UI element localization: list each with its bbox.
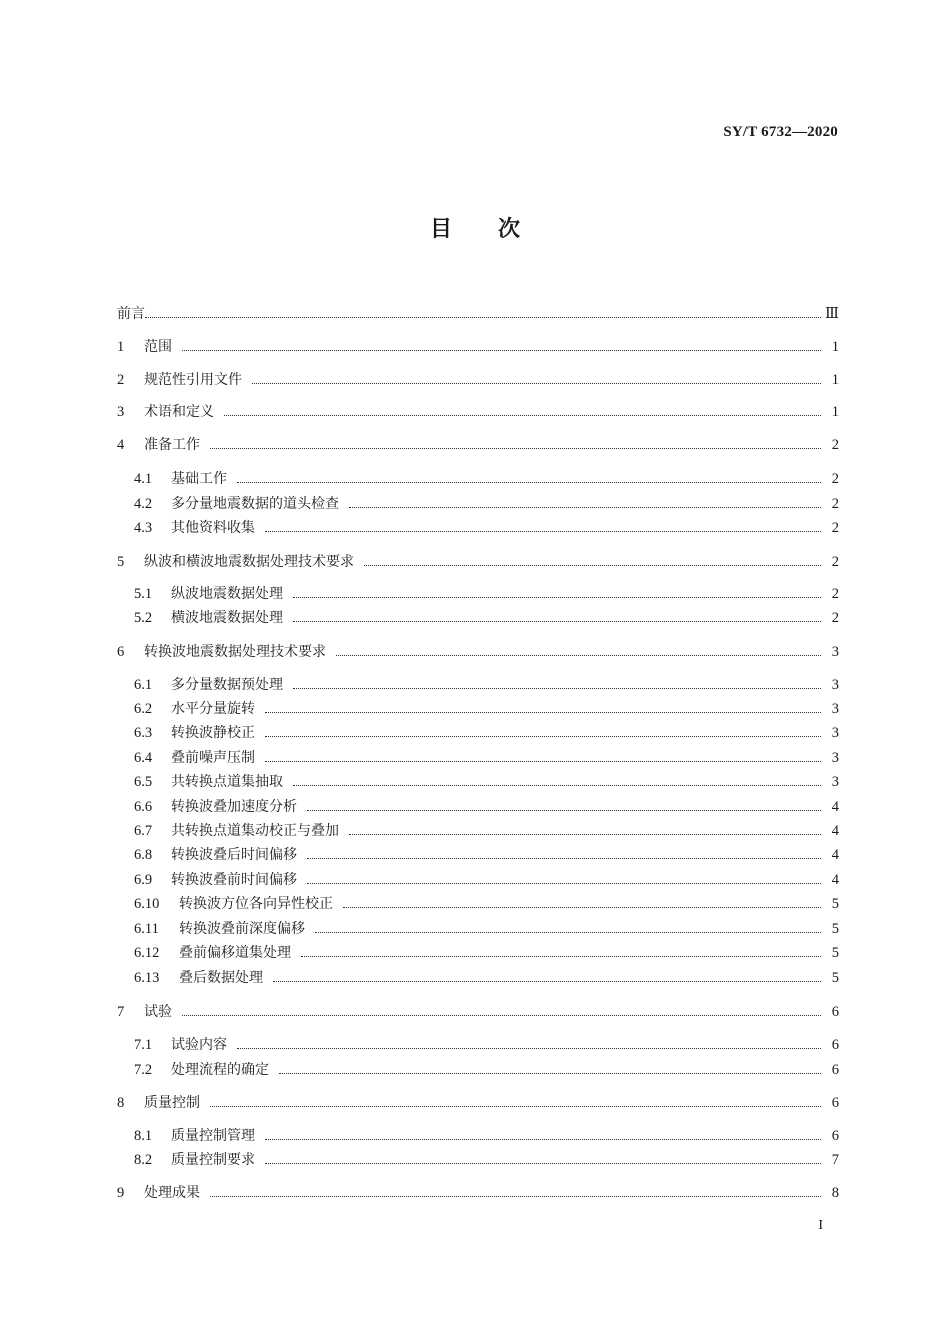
toc-entry-number: 6.12 xyxy=(134,945,160,961)
toc-entry-page: 3 xyxy=(831,644,839,660)
toc-entry-page: 6 xyxy=(831,1095,839,1111)
toc-entry-page: 4 xyxy=(831,872,839,888)
toc-entry-label: 准备工作 xyxy=(144,437,200,453)
toc-entry-label: 纵波地震数据处理 xyxy=(171,586,283,602)
dot-leader xyxy=(293,607,823,629)
toc-entry-number: 4.1 xyxy=(134,471,153,487)
toc-entry-number: 4.2 xyxy=(134,496,153,512)
toc-entry-page: 2 xyxy=(831,610,839,626)
toc-entry-page: 3 xyxy=(831,750,839,766)
footer-page-number: I xyxy=(818,1218,823,1233)
toc-entry-page: 2 xyxy=(831,471,839,487)
toc-entry[interactable] xyxy=(134,607,839,629)
toc-entry-label: 质量控制管理 xyxy=(171,1128,255,1144)
toc-entry-number: 6.3 xyxy=(134,725,153,741)
dot-leader xyxy=(279,1059,823,1081)
toc-entry[interactable] xyxy=(117,401,839,423)
toc-entry-number: 7.2 xyxy=(134,1062,153,1078)
dot-leader xyxy=(364,551,823,573)
toc-entry-label: 试验 xyxy=(144,1004,172,1020)
toc-entry-page: Ⅲ xyxy=(825,306,839,322)
dot-leader xyxy=(265,1149,823,1171)
toc-entry-page: 3 xyxy=(831,725,839,741)
toc-entry-page: 6 xyxy=(831,1037,839,1053)
toc-entry-number: 6.6 xyxy=(134,799,153,815)
toc-entry[interactable] xyxy=(134,674,839,696)
toc-entry-number: 5.2 xyxy=(134,610,153,626)
toc-entry-page: 8 xyxy=(831,1185,839,1201)
toc-entry-number: 4 xyxy=(117,437,125,453)
toc-entry-label: 转换波叠加速度分析 xyxy=(171,799,297,815)
toc-entry[interactable] xyxy=(117,641,839,663)
toc-entry-page: 2 xyxy=(831,586,839,602)
toc-entry-label: 质量控制 xyxy=(144,1095,200,1111)
toc-entry-page: 3 xyxy=(831,701,839,717)
toc-entry-page: 2 xyxy=(831,496,839,512)
toc-entry[interactable] xyxy=(134,583,839,605)
toc-entry[interactable] xyxy=(134,771,839,793)
toc-entry-number: 6.7 xyxy=(134,823,153,839)
toc-title xyxy=(0,212,950,243)
dot-leader xyxy=(237,468,823,490)
dot-leader xyxy=(293,583,823,605)
dot-leader xyxy=(182,336,823,358)
toc-entry-page: 1 xyxy=(831,339,839,355)
toc-entry-page: 4 xyxy=(831,799,839,815)
toc-entry-page: 4 xyxy=(831,847,839,863)
toc-entry[interactable] xyxy=(134,1034,839,1056)
toc-entry-page: 2 xyxy=(831,437,839,453)
dot-leader xyxy=(336,641,823,663)
toc-title-part2: 次 xyxy=(498,217,521,242)
dot-leader xyxy=(252,369,823,391)
toc-entry-number: 2 xyxy=(117,372,125,388)
toc-entry-number: 6.8 xyxy=(134,847,153,863)
toc-entry-number: 6.10 xyxy=(134,896,160,912)
toc-entry[interactable] xyxy=(134,869,839,891)
toc-entry[interactable] xyxy=(134,493,839,515)
toc-entry-label: 术语和定义 xyxy=(144,404,214,420)
toc-entry-label: 处理流程的确定 xyxy=(171,1062,269,1078)
toc-entry-label: 转换波静校正 xyxy=(171,725,255,741)
toc-entry-page: 5 xyxy=(831,921,839,937)
toc-entry-label: 横波地震数据处理 xyxy=(171,610,283,626)
dot-leader xyxy=(273,967,823,989)
toc-entry[interactable] xyxy=(117,1182,839,1204)
toc-entry-label: 转换波叠后时间偏移 xyxy=(171,847,297,863)
dot-leader xyxy=(343,893,823,915)
toc-entry[interactable] xyxy=(134,820,839,842)
dot-leader xyxy=(307,869,823,891)
toc-entry[interactable] xyxy=(117,434,839,456)
toc-entry-label: 叠前偏移道集处理 xyxy=(179,945,291,961)
dot-leader xyxy=(315,918,823,940)
toc-entry[interactable] xyxy=(117,1001,839,1023)
toc-entry-number: 5.1 xyxy=(134,586,153,602)
toc-entry-label: 共转换点道集抽取 xyxy=(171,774,283,790)
toc-entry-number: 9 xyxy=(117,1185,125,1201)
toc-entry-label: 范围 xyxy=(144,339,172,355)
toc-entry-label: 叠后数据处理 xyxy=(179,970,263,986)
toc-entry-page: 3 xyxy=(831,774,839,790)
dot-leader xyxy=(307,796,823,818)
toc-entry-page: 5 xyxy=(831,945,839,961)
toc-entry[interactable] xyxy=(117,1092,839,1114)
toc-entry-number: 7 xyxy=(117,1004,125,1020)
toc-entry[interactable] xyxy=(134,1125,839,1147)
toc-entry[interactable] xyxy=(117,369,839,391)
toc-entry-page: 1 xyxy=(831,404,839,420)
toc-entry-label: 基础工作 xyxy=(171,471,227,487)
toc-entry-label: 共转换点道集动校正与叠加 xyxy=(171,823,339,839)
toc-entry-label: 前言 xyxy=(117,306,145,322)
toc-entry-label: 转换波方位各向异性校正 xyxy=(179,896,333,912)
toc-entry-number: 6 xyxy=(117,644,125,660)
toc-entry-number: 6.11 xyxy=(134,921,159,937)
toc-entry[interactable] xyxy=(117,303,839,325)
toc-entry-label: 叠前噪声压制 xyxy=(171,750,255,766)
dot-leader xyxy=(265,1125,823,1147)
dot-leader xyxy=(210,434,823,456)
dot-leader xyxy=(265,747,823,769)
toc-entry-page: 2 xyxy=(831,520,839,536)
toc-entry-label: 多分量地震数据的道头检查 xyxy=(171,496,339,512)
toc-entry[interactable] xyxy=(134,698,839,720)
toc-entry-page: 5 xyxy=(831,896,839,912)
toc-entry-number: 1 xyxy=(117,339,125,355)
toc-entry[interactable] xyxy=(134,722,839,744)
toc-entry[interactable] xyxy=(134,1059,839,1081)
toc-entry-label: 质量控制要求 xyxy=(171,1152,255,1168)
toc-entry-page: 4 xyxy=(831,823,839,839)
toc-entry[interactable] xyxy=(134,468,839,490)
dot-leader xyxy=(349,820,823,842)
toc-entry-label: 多分量数据预处理 xyxy=(171,677,283,693)
toc-entry-label: 规范性引用文件 xyxy=(144,372,242,388)
toc-entry-number: 3 xyxy=(117,404,125,420)
dot-leader xyxy=(224,401,823,423)
dot-leader xyxy=(301,942,823,964)
toc-entry-page: 2 xyxy=(831,554,839,570)
toc-entry-page: 6 xyxy=(831,1128,839,1144)
toc-title-part1: 目 xyxy=(429,217,452,242)
toc-entry-label: 转换波叠前深度偏移 xyxy=(179,921,305,937)
toc-entry-number: 6.5 xyxy=(134,774,153,790)
dot-leader xyxy=(293,771,823,793)
dot-leader xyxy=(307,844,823,866)
toc-entry-page: 6 xyxy=(831,1062,839,1078)
toc-entry-number: 6.1 xyxy=(134,677,153,693)
toc-entry-number: 6.4 xyxy=(134,750,153,766)
toc-entry[interactable] xyxy=(134,942,839,964)
toc-entry[interactable] xyxy=(134,967,839,989)
toc-entry[interactable] xyxy=(117,551,839,573)
toc-entry[interactable] xyxy=(134,796,839,818)
toc-entry[interactable] xyxy=(134,844,839,866)
toc-entry-number: 4.3 xyxy=(134,520,153,536)
dot-leader xyxy=(265,698,823,720)
toc-entry-page: 7 xyxy=(831,1152,839,1168)
toc-entry[interactable] xyxy=(134,747,839,769)
toc-entry[interactable] xyxy=(117,336,839,358)
toc-entry-number: 6.2 xyxy=(134,701,153,717)
toc-entry[interactable] xyxy=(134,918,839,940)
dot-leader xyxy=(145,303,823,325)
standard-code: SY/T 6732—2020 xyxy=(723,124,838,140)
dot-leader xyxy=(237,1034,823,1056)
toc-entry-label: 纵波和横波地震数据处理技术要求 xyxy=(144,554,354,570)
toc-entry-label: 转换波地震数据处理技术要求 xyxy=(144,644,326,660)
toc-entry-label: 其他资料收集 xyxy=(171,520,255,536)
dot-leader xyxy=(265,722,823,744)
toc-entry-label: 水平分量旋转 xyxy=(171,701,255,717)
toc-entry-number: 8.1 xyxy=(134,1128,153,1144)
toc-entry-page: 1 xyxy=(831,372,839,388)
dot-leader xyxy=(210,1182,823,1204)
dot-leader xyxy=(293,674,823,696)
toc-entry-label: 试验内容 xyxy=(171,1037,227,1053)
toc-entry-number: 6.13 xyxy=(134,970,160,986)
toc-entry-number: 8 xyxy=(117,1095,125,1111)
toc-entry-number: 7.1 xyxy=(134,1037,153,1053)
toc-entry-label: 转换波叠前时间偏移 xyxy=(171,872,297,888)
toc-entry-number: 6.9 xyxy=(134,872,153,888)
toc-entry[interactable] xyxy=(134,517,839,539)
dot-leader xyxy=(349,493,823,515)
toc-entry[interactable] xyxy=(134,893,839,915)
dot-leader xyxy=(182,1001,823,1023)
toc-entry-number: 8.2 xyxy=(134,1152,153,1168)
toc-entry-label: 处理成果 xyxy=(144,1185,200,1201)
dot-leader xyxy=(210,1092,823,1114)
dot-leader xyxy=(265,517,823,539)
toc-entry-number: 5 xyxy=(117,554,125,570)
toc-entry-page: 5 xyxy=(831,970,839,986)
toc-entry[interactable] xyxy=(134,1149,839,1171)
toc-entry-page: 6 xyxy=(831,1004,839,1020)
toc-entry-page: 3 xyxy=(831,677,839,693)
